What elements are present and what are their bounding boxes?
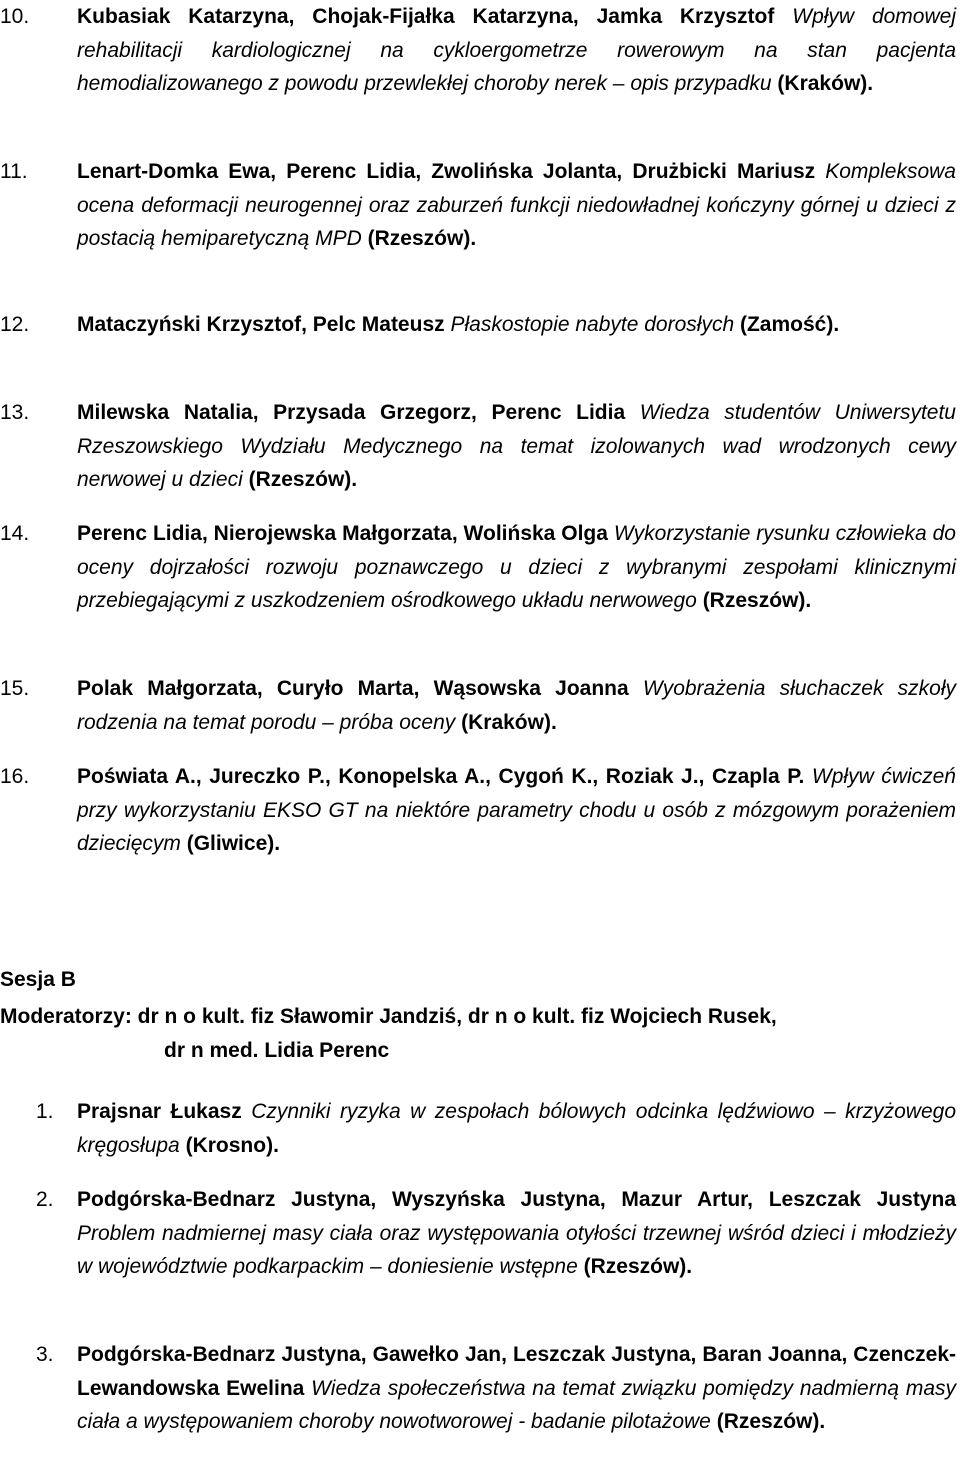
item-city: (Rzeszów). <box>248 468 358 491</box>
item-content <box>77 155 956 256</box>
item-number: 3. <box>36 1343 54 1366</box>
item-city: (Kraków). <box>461 710 557 734</box>
item-content <box>77 1183 956 1284</box>
item-content <box>77 517 956 618</box>
item-number: 12. <box>0 313 30 336</box>
item-title: Wpływ domowej rehabilitacji kardiologicznej na cykloergometrze rowerowym na stan pacjenta hemodializowanego z powodu przewlekłej choroby nerek – opis przypadku <box>77 5 956 95</box>
item-content <box>77 1095 956 1162</box>
item-authors: Polak Małgorzata, Curyło Marta, Wąsowska Joanna <box>77 677 629 700</box>
moderators-line: Moderatorzy: dr n o kult. fiz Sławomir Jandziś, dr n o kult. fiz Wojciech Rusek, <box>0 1005 777 1028</box>
session-title: Sesja B <box>0 968 76 991</box>
item-content <box>77 672 956 739</box>
item-number: 13. <box>0 401 30 424</box>
item-title: Płaskostopie nabyte dorosłych <box>450 313 735 336</box>
item-title: Kompleksowa ocena deformacji neurogennej oraz zaburzeń funkcji niedowładnej kończyny górnej u dzieci z postacią hemiparetyczną MPD <box>77 160 956 250</box>
item-title: Problem nadmiernej masy ciała oraz występowania otyłości trzewnej wśród dzieci i młodzieży w województwie podkarpackim – doniesienie wstępne <box>77 1221 956 1278</box>
item-title: Wiedza studentów Uniwersytetu Rzeszowskiego Wydziału Medycznego na temat izolowanych wad wrodzonych cewy nerwowej u dzieci <box>77 401 956 491</box>
item-city: (Krosno). <box>185 1133 279 1157</box>
item-authors: Podgórska-Bednarz Justyna, Wyszyńska Justyna, Mazur Artur, Leszczak Justyna <box>77 1188 956 1211</box>
item-authors: Podgórska-Bednarz Justyna, Gawełko Jan, Leszczak Justyna, Baran Joanna, Czenczek-Lewandowska Ewelina <box>77 1343 956 1400</box>
item-city: (Gliwice). <box>186 832 281 855</box>
item-content <box>77 1338 956 1439</box>
item-authors: Mataczyński Krzysztof, Pelc Mateusz <box>77 313 445 336</box>
moderators-block <box>0 1000 777 1068</box>
item-number: 14. <box>0 522 30 545</box>
item-city: (Rzeszów). <box>583 1255 693 1278</box>
item-content <box>77 0 956 101</box>
item-content <box>77 760 956 861</box>
item-number: 16. <box>0 765 30 788</box>
item-authors: Prajsnar Łukasz <box>77 1100 242 1123</box>
item-number: 1. <box>36 1100 54 1123</box>
item-number: 2. <box>36 1188 54 1211</box>
item-content <box>77 396 956 497</box>
item-number: 11. <box>0 160 28 183</box>
item-number: 15. <box>0 677 30 700</box>
item-title: Wpływ ćwiczeń przy wykorzystaniu EKSO GT na niektóre parametry chodu u osób z mózgowym porażeniem dziecięcym <box>77 765 956 855</box>
item-city: (Zamość). <box>739 313 840 336</box>
item-title: Wyobrażenia słuchaczek szkoły rodzenia na temat porodu – próba oceny <box>77 677 957 734</box>
item-authors: Lenart-Domka Ewa, Perenc Lidia, Zwolińska Jolanta, Drużbicki Mariusz <box>77 160 816 183</box>
item-authors: Perenc Lidia, Nierojewska Małgorzata, Wolińska Olga <box>77 522 608 545</box>
item-authors: Kubasiak Katarzyna, Chojak-Fijałka Katarzyna, Jamka Krzysztof <box>77 5 775 28</box>
item-city: (Rzeszów). <box>702 589 812 612</box>
item-city: (Rzeszów). <box>716 1410 826 1433</box>
item-authors: Poświata A., Jureczko P., Konopelska A., Cygoń K., Roziak J., Czapla P. <box>77 765 805 788</box>
item-authors: Milewska Natalia, Przysada Grzegorz, Perenc Lidia <box>77 401 626 424</box>
moderators-line: dr n med. Lidia Perenc <box>164 1039 390 1062</box>
item-title: Wiedza społeczeństwa na temat związku pomiędzy nadmierną masy ciała a występowaniem choroby nowotworowej - badanie pilotażowe <box>77 1376 957 1433</box>
item-city: (Rzeszów). <box>367 227 477 250</box>
item-title: Wykorzystanie rysunku człowieka do oceny dojrzałości rozwoju poznawczego u dzieci z wybranymi zespołami klinicznymi przebiegającymi z uszkodzeniem ośrodkowego układu nerwowego <box>77 522 956 612</box>
item-city: (Kraków). <box>777 72 874 95</box>
item-title: Czynniki ryzyka w zespołach bólowych odcinka lędźwiowo – krzyżowego kręgosłupa <box>77 1100 956 1157</box>
item-number: 10. <box>0 5 30 28</box>
item-content <box>77 308 956 342</box>
